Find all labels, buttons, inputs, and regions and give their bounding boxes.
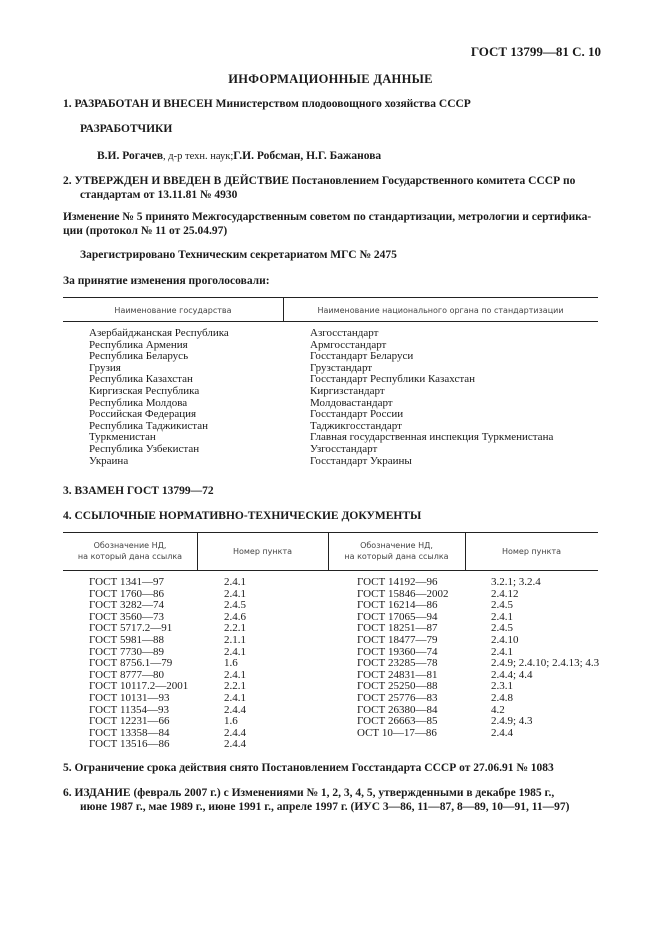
page-title: ИНФОРМАЦИОННЫЕ ДАННЫЕ (228, 72, 433, 86)
section-6-line-1: 6. ИЗДАНИЕ (февраль 2007 г.) с Изменениями № 1, 2, 3, 4, 5, утвержденными в декабре 1985 г., (63, 787, 555, 799)
table1-state-cell: Украина (89, 454, 129, 467)
table2-item-cell: 2.4.1 (224, 576, 246, 588)
table2-doc-cell: ГОСТ 18251—87 (357, 622, 438, 635)
section-1 (63, 97, 471, 111)
section-5: 5. Ограничение срока действия снято Постановлением Госстандарта СССР от 27.06.91 № 1083 (63, 762, 554, 774)
developer-1-degree: , д-р техн. наук; (163, 151, 234, 162)
table2-item-cell: 2.4.4 (224, 726, 246, 739)
table2-doc-cell: ОСТ 10—17—86 (357, 726, 437, 739)
developers-label: РАЗРАБОТЧИКИ (80, 123, 173, 135)
table2-doc-cell: ГОСТ 7730—89 (89, 645, 164, 658)
table2-doc-cell: ГОСТ 26380—84 (357, 703, 438, 716)
table2-header-num-right: Номер пункта (501, 547, 562, 556)
table2-item-cell: 2.2.1 (224, 680, 246, 693)
table2-item-cell: 3.2.1; 3.2.4 (491, 576, 541, 588)
table2-header-doc-right-line2: на который дана ссылка (344, 552, 449, 561)
table2-doc-cell: ГОСТ 10117.2—2001 (89, 680, 189, 693)
section-6-line-2: июне 1987 г., мае 1989 г., июне 1991 г., апреле 1997 г. (ИУС 3—86, 11—87, 8—89, 10—91, 11—97) (80, 801, 570, 813)
developers-list (97, 149, 381, 164)
table2-item-cell: 1.6 (224, 657, 238, 670)
table2-doc-cell: ГОСТ 25250—88 (357, 680, 438, 693)
table1-header-body: Наименование национального органа по стандартизации (317, 306, 564, 315)
change-line-2: ции (протокол № 11 от 25.04.97) (63, 225, 228, 237)
table2-item-cell: 2.4.8 (491, 691, 513, 704)
developer-2-3: Г.И. Робсман, Н.Г. Бажанова (233, 150, 382, 162)
table2-doc-cell: ГОСТ 12231—66 (89, 715, 170, 728)
table2-doc-cell: ГОСТ 11354—93 (89, 703, 170, 716)
table1-header-state: Наименование государства (114, 306, 232, 315)
table2-left-items-column (224, 577, 246, 751)
table2-doc-cell: ГОСТ 26663—85 (357, 715, 438, 728)
table2-item-cell: 4.2 (491, 703, 505, 716)
table2-item-cell: 2.4.4 (224, 703, 246, 716)
table2-item-cell: 2.4.10 (491, 633, 519, 646)
section-1-body: Министерством плодоовощного хозяйства СССР (212, 98, 471, 110)
table2-item-cell: 2.4.1 (491, 610, 513, 623)
table2-item-cell: 2.4.6 (224, 610, 246, 623)
section-1-head: 1. РАЗРАБОТАН И ВНЕСЕН (63, 98, 213, 110)
table2-item-cell: 2.4.4; 4.4 (491, 668, 533, 681)
change-note (63, 210, 591, 238)
table2-item-cell: 2.4.1 (224, 691, 246, 704)
table2-doc-cell: ГОСТ 23285—78 (357, 657, 438, 670)
section-4: 4. ССЫЛОЧНЫЕ НОРМАТИВНО-ТЕХНИЧЕСКИЕ ДОКУМЕНТЫ (63, 510, 422, 522)
table2-right-items-column (491, 577, 599, 739)
table2-header-doc-left-line1: Обозначение НД, (93, 541, 167, 550)
table2-item-cell: 2.4.9; 2.4.10; 2.4.13; 4.3 (491, 657, 600, 670)
table2-header-num-left: Номер пункта (232, 547, 293, 556)
table2-item-cell: 2.4.5 (491, 622, 513, 635)
page-header: ГОСТ 13799—81 С. 10 (470, 44, 601, 59)
table2-doc-cell: ГОСТ 10131—93 (89, 691, 170, 704)
table2-item-cell: 2.4.1 (224, 645, 246, 658)
table2-doc-cell: ГОСТ 16214—86 (357, 599, 438, 612)
section-2 (63, 174, 575, 202)
table1-body-cell: Госстандарт Беларуси (310, 350, 414, 363)
table2-doc-cell: ГОСТ 18477—79 (357, 633, 438, 646)
table1-state-cell: Туркменистан (89, 431, 156, 444)
table1-body-cell: Грузстандарт (310, 361, 373, 374)
registered-note: Зарегистрировано Техническим секретариатом МГС № 2475 (80, 249, 397, 261)
table1-state-cell: Грузия (89, 361, 121, 374)
table1-body-cell: Главная государственная инспекция Туркменистана (310, 431, 554, 444)
table1-body-cell: Узгосстандарт (310, 442, 378, 455)
table2-doc-cell: ГОСТ 14192—96 (357, 576, 438, 588)
table2-doc-cell: ГОСТ 3282—74 (89, 599, 164, 612)
table1-bodies-column (310, 328, 553, 467)
table2-doc-cell: ГОСТ 5981—88 (89, 633, 164, 646)
section-2-head: 2. УТВЕРЖДЕН И ВВЕДЕН В ДЕЙСТВИЕ (63, 175, 289, 187)
table2-doc-cell: ГОСТ 13358—84 (89, 726, 170, 739)
change-line-1: Изменение № 5 принято Межгосударственным советом по стандартизации, метрологии и сертифика- (63, 211, 592, 223)
table1-state-cell: Республика Казахстан (89, 373, 193, 386)
section-2-line-2: стандартам от 13.11.81 № 4930 (80, 189, 238, 201)
table2-doc-cell: ГОСТ 19360—74 (357, 645, 438, 658)
table2-header-doc-left (63, 540, 197, 562)
table1-state-cell: Республика Молдова (89, 396, 188, 409)
table2-right-docs-column (357, 577, 448, 739)
table1-body-cell: Азгосстандарт (310, 327, 379, 339)
table2-doc-cell: ГОСТ 13516—86 (89, 738, 170, 751)
table1-state-cell: Республика Таджикистан (89, 419, 208, 432)
table2-top-rule (63, 532, 598, 533)
table2-doc-cell: ГОСТ 1341—97 (89, 576, 164, 588)
table2-item-cell: 2.4.1 (491, 645, 513, 658)
table2-item-cell: 1.6 (224, 715, 238, 728)
table2-header-doc-right (328, 540, 465, 562)
table2-left-docs-column (89, 577, 188, 751)
section-6 (63, 786, 569, 814)
table2-item-cell: 2.3.1 (491, 680, 513, 693)
table2-item-cell: 2.4.4 (491, 726, 513, 739)
table2-doc-cell: ГОСТ 8777—80 (89, 668, 164, 681)
table2-item-cell: 2.4.9; 4.3 (491, 715, 533, 728)
table1-body-cell: Госстандарт Украины (310, 454, 412, 467)
developer-1: В.И. Рогачев (97, 150, 164, 162)
table1-top-rule (63, 297, 598, 298)
table2-doc-cell: ГОСТ 24831—81 (357, 668, 438, 681)
section-3: 3. ВЗАМЕН ГОСТ 13799—72 (63, 485, 214, 497)
table2-doc-cell: ГОСТ 25776—83 (357, 691, 438, 704)
table2-doc-cell: ГОСТ 15846—2002 (357, 587, 449, 600)
table1-body-cell: Госстандарт России (310, 408, 404, 421)
table2-doc-cell: ГОСТ 3560—73 (89, 610, 164, 623)
table1-body-cell: Армгосстандарт (310, 338, 387, 351)
section-2-body: Постановлением Государственного комитета СССР по (288, 175, 576, 187)
table1-states-column (89, 328, 229, 467)
table2-header-doc-right-line1: Обозначение НД, (360, 541, 433, 550)
table2-item-cell: 2.4.1 (224, 587, 246, 600)
table1-body-cell: Госстандарт Республики Казахстан (310, 373, 476, 386)
table1-state-cell: Киргизская Республика (89, 384, 200, 397)
table1-header-rule (63, 321, 598, 322)
table1-state-cell: Республика Узбекистан (89, 442, 200, 455)
table1-state-cell: Азербайджанская Республика (89, 327, 229, 339)
table2-doc-cell: ГОСТ 17065—94 (357, 610, 438, 623)
table2-header-doc-left-line2: на который дана ссылка (77, 552, 183, 561)
table2-item-cell: 2.4.12 (491, 587, 519, 600)
table1-body-cell: Киргизстандарт (310, 384, 385, 397)
table1-state-cell: Российская Федерация (89, 408, 197, 421)
table1-state-cell: Республика Беларусь (89, 350, 189, 363)
voted-label: За принятие изменения проголосовали: (63, 275, 270, 287)
table2-item-cell: 2.4.5 (491, 599, 513, 612)
table2-item-cell: 2.2.1 (224, 622, 246, 635)
table2-item-cell: 2.4.1 (224, 668, 246, 681)
table2-item-cell: 2.4.5 (224, 599, 246, 612)
table2-item-cell: 2.1.1 (224, 633, 246, 646)
table1-state-cell: Республика Армения (89, 338, 188, 351)
table2-doc-cell: ГОСТ 5717.2—91 (89, 622, 173, 635)
table1-body-cell: Таджикгосстандарт (310, 419, 402, 432)
table2-item-cell: 2.4.4 (224, 738, 246, 751)
table2-header-rule (63, 570, 598, 571)
table2-doc-cell: ГОСТ 8756.1—79 (89, 657, 173, 670)
table1-body-cell: Молдовастандарт (310, 396, 393, 409)
table2-doc-cell: ГОСТ 1760—86 (89, 587, 164, 600)
